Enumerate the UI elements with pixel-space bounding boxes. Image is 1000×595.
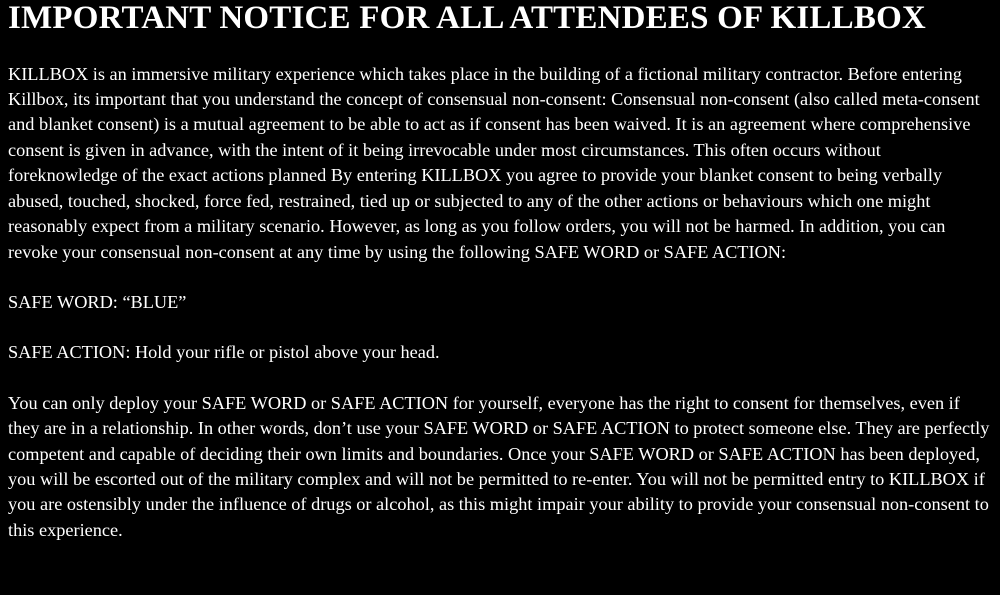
notice-body [8, 62, 992, 544]
paragraph-safe-action: SAFE ACTION: Hold your rifle or pistol above your head. [8, 342, 440, 363]
page-title: IMPORTANT NOTICE FOR ALL ATTENDEES OF KILLBOX [8, 0, 926, 36]
paragraph-deployment-rules: You can only deploy your SAFE WORD or SAFE ACTION for yourself, everyone has the right to consent for themselves, even if they are in a relationship. In other words, don’t use your SAFE WORD or SAFE ACTION to protect someone else. They are perfectly competent and capable of deciding their own limits and boundaries. Once your SAFE WORD or SAFE ACTION has been deployed, you will be escorted out of the military complex and will not be permitted to re-enter. You will not be permitted entry to KILLBOX if you are ostensibly under the influence of drugs or alcohol, as this might impair your ability to provide your consensual non-consent to this experience. [8, 392, 990, 540]
paragraph-safe-word: SAFE WORD: “BLUE” [8, 291, 187, 312]
paragraph-intro: KILLBOX is an immersive military experience which takes place in the building of a fictional military contractor. Before entering Killbox, its important that you understand the concept of consensual non-consent: Consensual non-consent (also called meta-consent and blanket consent) is a mutual agreement to be able to act as if consent has been waived. It is an agreement where comprehensive consent is given in advance, with the intent of it being irrevocable under most circumstances. This often occurs without foreknowledge of the exact actions planned By entering KILLBOX you agree to provide your blanket consent to being verbally abused, touched, shocked, force fed, restrained, tied up or subjected to any of the other actions or behaviours which one might reasonably expect from a military scenario. However, as long as you follow orders, you will not be harmed. In addition, you can revoke your consensual non-consent at any time by using the following SAFE WORD or SAFE ACTION: [8, 63, 980, 262]
